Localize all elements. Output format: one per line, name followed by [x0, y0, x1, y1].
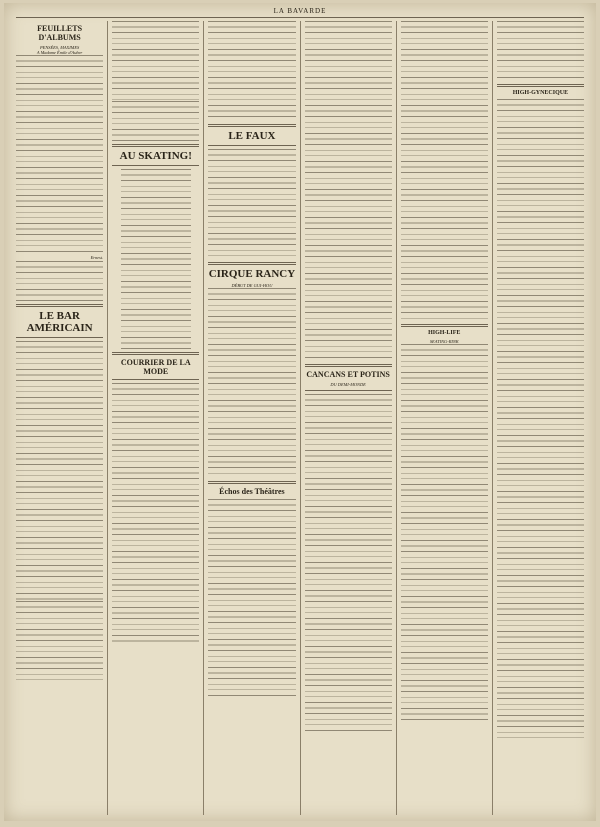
- divider: [305, 364, 392, 367]
- feuilleton-dedication: A Madame Émile d'Auber: [36, 50, 83, 55]
- feuilleton-title: FEUILLETS D'ALBUMS: [37, 24, 83, 42]
- cirque-subtitle: DÉBUT DE GUI-HOU: [231, 283, 273, 288]
- article-text: [112, 101, 199, 141]
- divider: [497, 84, 584, 87]
- feuilleton-text: [16, 55, 103, 255]
- divider: [401, 324, 488, 327]
- columns: [12, 21, 588, 815]
- column-4: [301, 21, 397, 815]
- echos-text: [208, 499, 295, 699]
- column-3: [204, 21, 300, 815]
- high-gynecique-title: HIGH-GYNECIQUE: [512, 90, 569, 96]
- courrier-text: [112, 383, 199, 643]
- article-text: [208, 21, 295, 121]
- divider: [208, 481, 295, 484]
- column-6: [493, 21, 588, 815]
- faux-text: [208, 149, 295, 259]
- divider: [112, 352, 199, 355]
- newspaper-page: [4, 3, 596, 821]
- bar-text-cont: [16, 601, 103, 681]
- masthead: [16, 7, 584, 18]
- high-life-text: [401, 344, 488, 724]
- article-text: [401, 21, 488, 321]
- divider: [305, 390, 392, 391]
- divider: [112, 379, 199, 380]
- column-2: [108, 21, 204, 815]
- divider: [208, 145, 295, 146]
- column-1: [12, 21, 108, 815]
- article-text: [305, 21, 392, 361]
- cirque-title: CIRQUE RANCY: [208, 268, 296, 280]
- column-5: [397, 21, 493, 815]
- skating-verse: [121, 169, 191, 349]
- skating-title: AU SKATING!: [119, 150, 192, 162]
- high-gynecique-text: [497, 99, 584, 739]
- article-text: [16, 261, 103, 301]
- courrier-title: COURRIER DE LA MODE: [120, 358, 191, 376]
- cancans-title: CANCANS ET POTINS: [306, 370, 390, 379]
- article-text: [112, 21, 199, 101]
- bar-title: LE BAR AMÉRICAIN: [26, 309, 93, 334]
- masthead-title: LA BAVARDE: [273, 7, 327, 15]
- divider: [208, 262, 295, 265]
- cancans-text: [305, 394, 392, 734]
- divider: [16, 304, 103, 307]
- divider: [208, 124, 295, 127]
- divider: [16, 337, 103, 338]
- echos-title: Échos des Théâtres: [219, 487, 285, 496]
- cirque-text: [208, 288, 295, 478]
- high-life-title: HIGH-LIFE: [428, 330, 461, 336]
- article-text: [497, 21, 584, 81]
- cancans-subtitle: DU DEMI-MONDE: [330, 382, 366, 387]
- divider: [112, 165, 199, 166]
- feuilleton-subtitle: PENSÉES, MAXIMES: [39, 45, 80, 50]
- high-life-subtitle: SEATING-RINK: [429, 339, 459, 344]
- faux-title: LE FAUX: [228, 130, 276, 142]
- feuilleton-signature: Ernest.: [90, 255, 104, 260]
- divider: [112, 144, 199, 147]
- bar-text: [16, 341, 103, 601]
